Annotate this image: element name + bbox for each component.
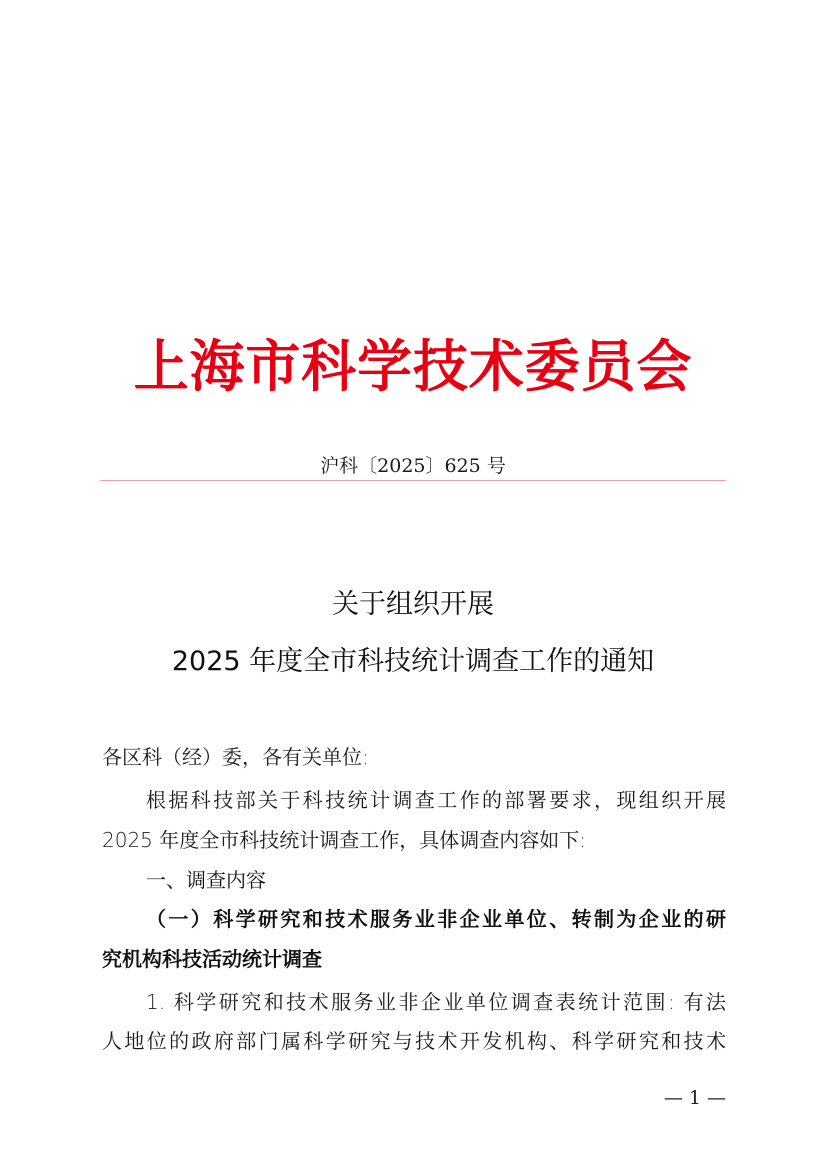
subsection-heading-1-line-1: （一）科学研究和技术服务业非企业单位、转制为企业的研 — [146, 907, 726, 931]
document-number: 沪科〔2025〕625 号 — [320, 455, 506, 477]
item-1-line-2: 人地位的政府部门属科学研究与技术开发机构、科学研究和技术 — [102, 1029, 726, 1053]
paragraph-1-line-2: 2025 年度全市科技统计调查工作，具体调查内容如下: — [102, 828, 586, 852]
issuing-org-name: 上海市科学技术委员会 — [133, 334, 693, 400]
item-1-line-1: 1. 科学研究和技术服务业非企业单位调查表统计范围: 有法 — [146, 990, 726, 1014]
paragraph-1-line-1: 根据科技部关于科技统计调查工作的部署要求，现组织开展 — [146, 788, 726, 812]
document-title-line-2: 2025 年度全市科技统计调查工作的通知 — [171, 646, 655, 677]
subsection-heading-1-line-2: 究机构科技活动统计调查 — [102, 947, 322, 971]
salutation: 各区科（经）委，各有关单位: — [102, 745, 369, 769]
red-separator-line — [100, 480, 726, 481]
document-title-line-1: 关于组织开展 — [332, 589, 494, 620]
section-heading-1: 一、调查内容 — [146, 868, 266, 892]
page-number: — 1 — — [663, 1087, 726, 1109]
